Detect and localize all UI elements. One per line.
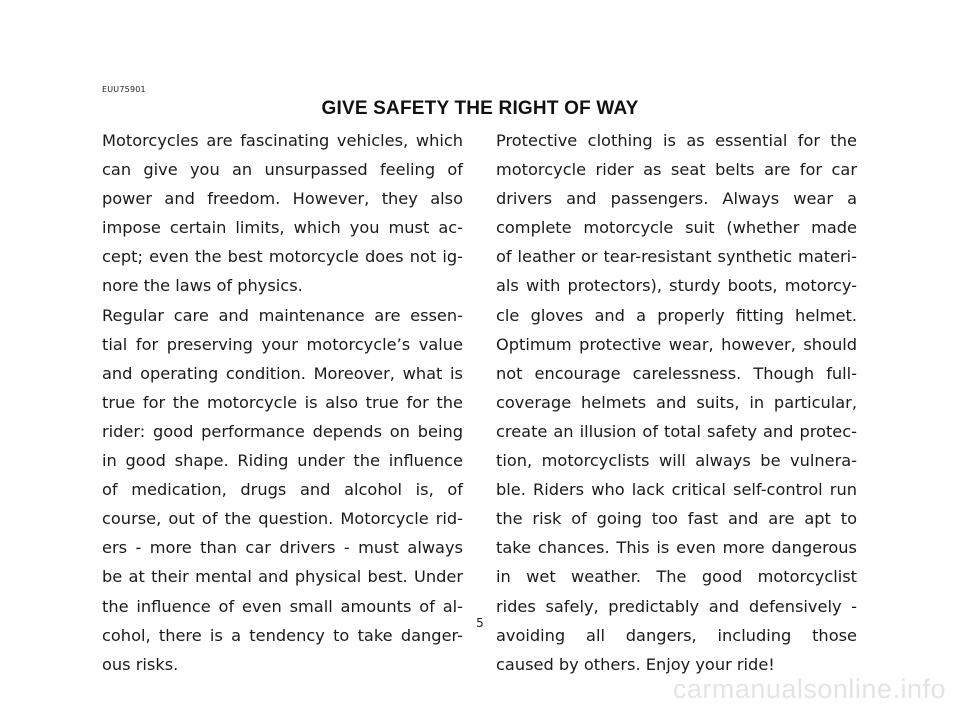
text-line: take chances. This is even more dangerous [496,538,857,558]
text-line: cohol, there is a tendency to take danger- [102,625,463,645]
text-line: ble. Riders who lack critical self-control run [496,480,857,500]
text-line: motorcycle rider as seat belts are for car [496,160,857,180]
text-line: the influence of even small amounts of al- [102,596,463,616]
text-line: rider: good performance depends on being [102,421,463,441]
text-line: can give you an unsurpassed feeling of [102,160,463,180]
text-line: caused by others. Enjoy your ride! [496,654,775,674]
text-line: Protective clothing is as essential for the [496,131,857,150]
text-line: not encourage carelessness. Though full- [496,363,857,383]
text-line: Motorcycles are fascinating vehicles, which [102,131,463,150]
text-line: avoiding all dangers, including those [496,625,857,645]
text-line: ous risks. [102,654,179,674]
text-line: true for the motorcycle is also true for the [102,392,463,412]
watermark: carmanualsonline.info [672,674,946,704]
text-line: of medication, drugs and alcohol is, of [102,480,463,500]
text-line: create an illusion of total safety and protec- [496,421,857,441]
text-line: coverage helmets and suits, in particular, [496,392,857,412]
text-line: impose certain limits, which you must ac- [102,218,463,238]
right-column [496,126,857,679]
text-line: cept; even the best motorcycle does not ig- [102,247,463,267]
text-line: in wet weather. The good motorcyclist [496,567,857,587]
text-line: rides safely, predictably and defensively - [496,596,857,616]
text-line: and operating condition. Moreover, what is [102,363,463,383]
text-line: drivers and passengers. Always wear a [496,189,857,209]
text-line: cle gloves and a properly fitting helmet. [496,305,857,325]
text-line: Regular care and maintenance are essen- [102,305,463,325]
left-paragraph-1 [102,126,463,301]
text-line: nore the laws of physics. [102,276,303,296]
text-line: ers - more than car drivers - must always [102,538,463,558]
text-line: als with protectors), sturdy boots, motorcy- [496,276,857,296]
text-line: be at their mental and physical best. Under [102,567,463,587]
text-line: in good shape. Riding under the influence [102,451,463,471]
text-line: tial for preserving your motorcycle’s value [102,334,463,354]
page-title: GIVE SAFETY THE RIGHT OF WAY [321,98,639,119]
text-line: power and freedom. However, they also [102,189,463,209]
text-line: course, out of the question. Motorcycle rid- [102,509,463,529]
right-paragraph-1 [496,126,857,679]
left-column [102,126,463,679]
document-code: EUU75901 [102,85,146,94]
text-line: of leather or tear-resistant synthetic materi- [496,247,857,267]
text-line: tion, motorcyclists will always be vulnera- [496,451,857,471]
text-line: Optimum protective wear, however, should [496,334,857,354]
page-number: 5 [476,616,484,630]
text-line: the risk of going too fast and are apt to [496,509,857,529]
text-line: complete motorcycle suit (whether made [496,218,857,238]
